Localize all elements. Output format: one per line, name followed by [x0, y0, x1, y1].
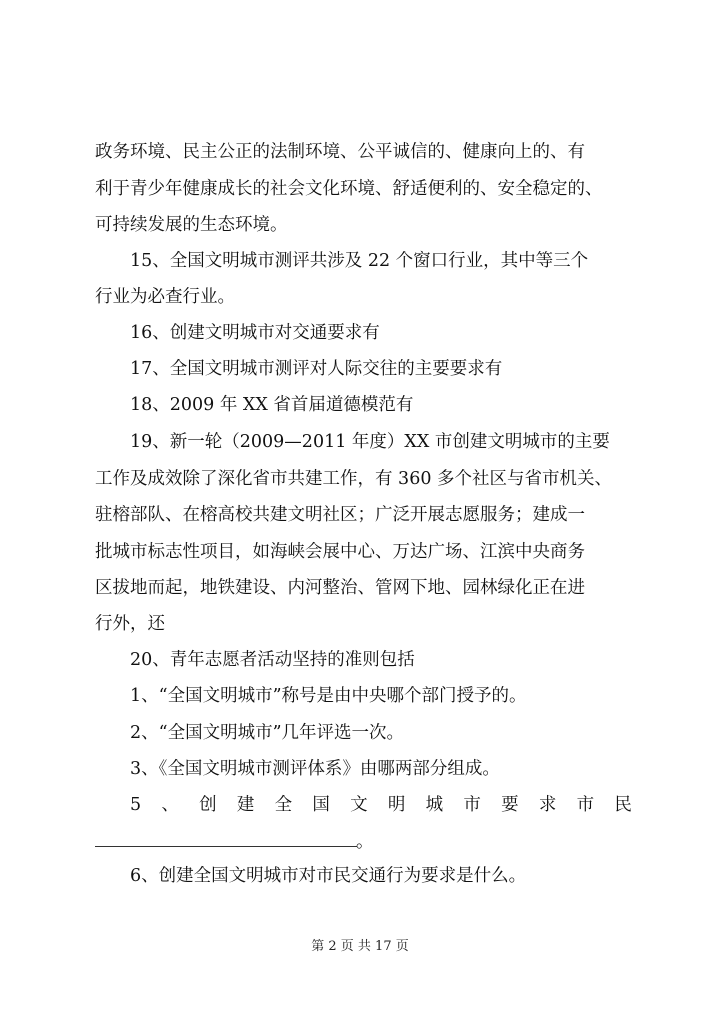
- fill-in-blank: [95, 846, 357, 847]
- text-line: 批城市标志性项目，如海峡会展中心、万达广场、江滨中央商务: [95, 542, 585, 562]
- text-line: 18、2009 年 XX 省首届道德模范有: [130, 395, 414, 415]
- text-line: 16、创建文明城市对交通要求有: [130, 323, 380, 343]
- q5-char: 民: [614, 795, 632, 815]
- text-line: 20、青年志愿者活动坚持的准则包括: [130, 650, 415, 670]
- text-line: 驻榕部队、在榕高校共建文明社区；广泛开展志愿服务；建成一: [95, 505, 585, 525]
- text-line: 15、全国文明城市测评共涉及 22 个窗口行业，其中等三个: [130, 251, 589, 271]
- q5-char: 建: [236, 795, 255, 815]
- q5-char: 城: [425, 795, 444, 815]
- text-line: 利于青少年健康成长的社会文化环境、舒适便利的、安全稳定的、: [95, 179, 603, 199]
- text-line: 6、创建全国文明城市对市民交通行为要求是什么。: [130, 866, 527, 886]
- q5-char: 5: [130, 795, 142, 815]
- text-line: 19、新一轮（2009—2011 年度）XX 市创建文明城市的主要: [130, 432, 610, 452]
- question-5-line: [130, 793, 632, 817]
- q5-char: 国: [312, 795, 330, 815]
- text-line: 2、“全国文明城市”几年评选一次。: [130, 723, 405, 743]
- text-line: 行业为必查行业。: [95, 287, 235, 307]
- q5-char: 文: [350, 795, 368, 815]
- q5-char: 求: [538, 795, 557, 815]
- q5-char: 全: [274, 795, 293, 815]
- text-line: 行外，还: [95, 614, 165, 634]
- text-line: 17、全国文明城市测评对人际交往的主要要求有: [130, 359, 503, 379]
- text-line: 工作及成效除了深化省市共建工作，有 360 多个社区与省市机关、: [95, 469, 613, 489]
- text-line: 区拔地而起，地铁建设、内河整治、管网下地、园林绿化正在进: [95, 578, 585, 598]
- text-line: 3、《全国文明城市测评体系》由哪两部分组成。: [130, 759, 500, 779]
- q5-char: 、: [161, 795, 179, 815]
- q5-char: 市: [463, 795, 481, 815]
- q5-char: 创: [199, 795, 217, 815]
- page-footer: 第 2 页 共 17 页: [311, 939, 409, 954]
- q5-char: 要: [501, 795, 519, 815]
- blank-period: 。: [356, 832, 374, 852]
- q5-char: 市: [576, 795, 595, 815]
- text-line: 可持续发展的生态环境。: [95, 215, 288, 235]
- q5-char: 明: [387, 795, 406, 815]
- text-line: 1、“全国文明城市”称号是由中央哪个部门授予的。: [130, 686, 527, 706]
- text-line: 政务环境、民主公正的法制环境、公平诚信的、健康向上的、有: [95, 142, 585, 162]
